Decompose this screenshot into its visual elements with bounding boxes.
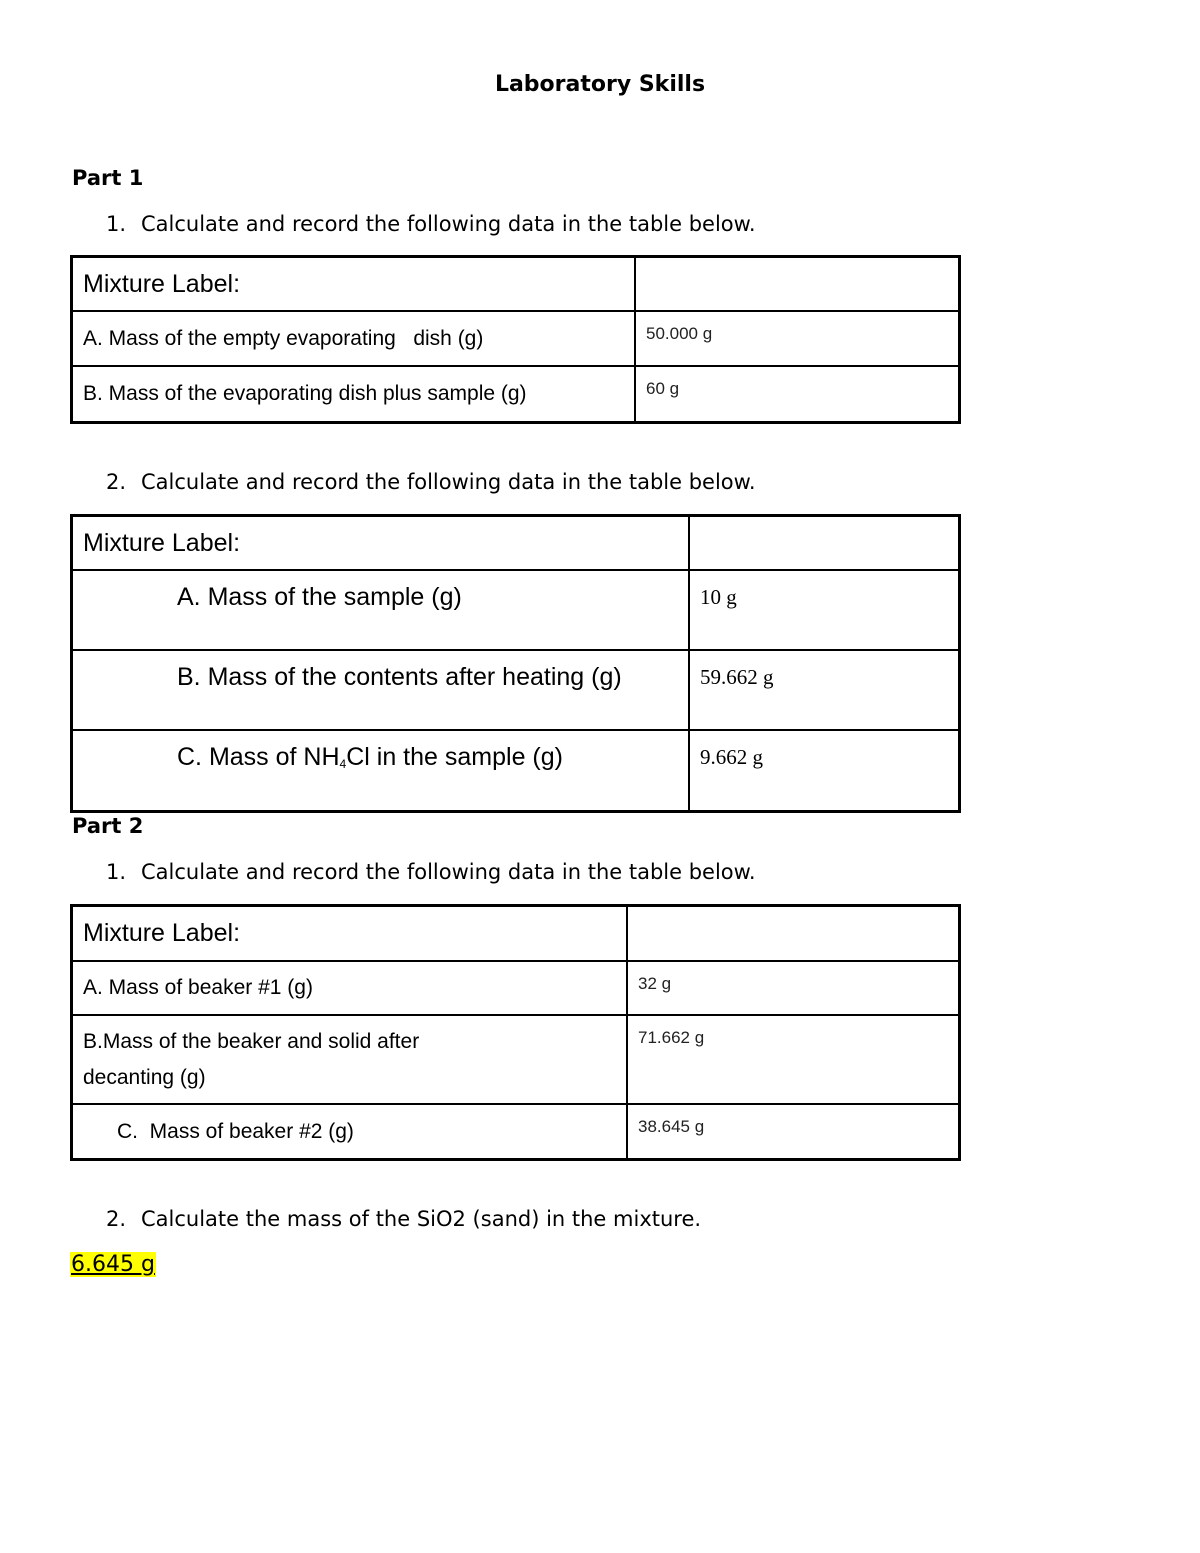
part1-heading: Part 1 — [72, 166, 144, 190]
mixture-label-value — [627, 906, 959, 961]
row-label — [72, 730, 689, 811]
row-label: C. Mass of beaker #2 (g) — [72, 1104, 627, 1159]
sand-mass-answer: 6.645 g — [71, 1252, 155, 1277]
mixture-label-header: Mixture Label: — [72, 516, 689, 570]
part2-question-1 — [106, 860, 756, 884]
row-label: B. Mass of the evaporating dish plus sample (g) — [72, 366, 635, 422]
part2-question-2 — [106, 1207, 701, 1231]
question-text: Calculate and record the following data in the table below. — [141, 470, 756, 494]
table-row — [72, 1015, 959, 1104]
table-header-row — [72, 906, 959, 961]
table-row — [72, 961, 959, 1015]
row-value: 32 g — [627, 961, 959, 1015]
row-value: 50.000 g — [635, 311, 959, 366]
question-number: 2. — [106, 1207, 127, 1231]
label-text: Cl in the sample (g) — [346, 743, 563, 771]
part1-question-1 — [106, 212, 756, 236]
question-text: Calculate and record the following data in the table below. — [141, 860, 756, 884]
part1-table-2 — [71, 515, 960, 812]
question-text: Calculate and record the following data in the table below. — [141, 212, 756, 236]
question-number: 1. — [106, 212, 127, 236]
mixture-label-value — [689, 516, 959, 570]
row-label: A. Mass of beaker #1 (g) — [72, 961, 627, 1015]
mixture-label-header: Mixture Label: — [72, 257, 635, 311]
row-label: A. Mass of the sample (g) — [72, 570, 689, 650]
row-value: 59.662 g — [689, 650, 959, 730]
row-value: 60 g — [635, 366, 959, 422]
row-value: 71.662 g — [627, 1015, 959, 1104]
row-value: 9.662 g — [689, 730, 959, 811]
row-value: 38.645 g — [627, 1104, 959, 1159]
table-row — [72, 366, 959, 422]
row-label: B. Mass of the contents after heating (g) — [72, 650, 689, 730]
table-header-row — [72, 516, 959, 570]
question-number: 1. — [106, 860, 127, 884]
row-value: 10 g — [689, 570, 959, 650]
label-subscript: 4 — [339, 757, 347, 771]
mixture-label-value — [635, 257, 959, 311]
part2-table-1 — [71, 905, 960, 1160]
part2-heading: Part 2 — [72, 814, 144, 838]
table-header-row — [72, 257, 959, 311]
page-title: Laboratory Skills — [494, 72, 706, 97]
row-label: A. Mass of the empty evaporating dish (g) — [72, 311, 635, 366]
row-label: B.Mass of the beaker and solid after decanting (g) — [72, 1015, 627, 1104]
question-number: 2. — [106, 470, 127, 494]
table-row — [72, 1104, 959, 1159]
table-row — [72, 650, 959, 730]
part1-question-2 — [106, 470, 756, 494]
table-row — [72, 311, 959, 366]
label-text: C. Mass of NH — [177, 743, 340, 771]
part1-table-1 — [71, 256, 960, 423]
question-text: Calculate the mass of the SiO2 (sand) in the mixture. — [141, 1207, 702, 1231]
table-row — [72, 730, 959, 811]
table-row — [72, 570, 959, 650]
mixture-label-header: Mixture Label: — [72, 906, 627, 961]
